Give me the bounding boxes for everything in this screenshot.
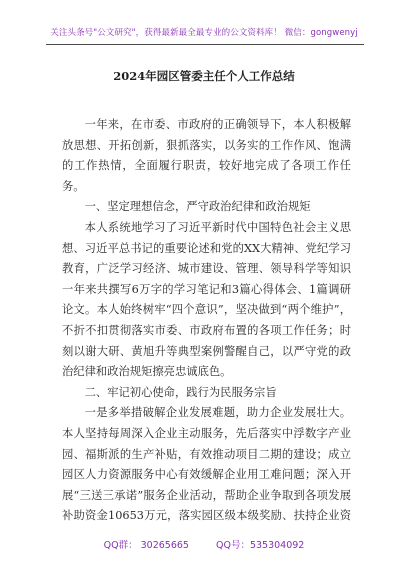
footer-qq-number: QQ号：535304092 bbox=[216, 540, 305, 551]
intro-paragraph: 一年来，在市委、市政府的正确领导下，本人积极解放思想、开拓创新，狠抓落实，以务实的工作作风、饱满的工作热情，全面履行职责，较好地完成了各项工作任务。 bbox=[62, 118, 351, 193]
footer-qq-group: QQ群： 30265665 bbox=[103, 540, 189, 551]
header-divider bbox=[46, 44, 364, 45]
section-paragraph-1: 本人系统地学习了习近平新时代中国特色社会主义思想、习近平总书记的重要论述和党的XX大精神、党纪学习教育，广泛学习经济、城市建设、管理、领导科学等知识一年来共撰写6万字的学习笔记和3篇心得体会、1篇调研论文。本人始终树牢“四个意识”，坚决做到“两个维护”，不折不扣贯彻落实市委、市政府布置的各项工作任务；时刻以谢大研、黄旭升等典型案例警醒自己，以严守党的政治纪律和政治规矩擦亮忠诚底色。 bbox=[62, 220, 351, 379]
document-title: 2024年园区管委主任个人工作总结 bbox=[113, 69, 295, 83]
header-banner: 关注头条号"公文研究"，获得最新最全最专业的公文资料库！ 微信：gongwenyj bbox=[50, 28, 358, 38]
section-heading-1: 一、坚定理想信念，严守政治纪律和政治规矩 bbox=[84, 200, 311, 214]
footer-contact bbox=[0, 537, 408, 551]
section-paragraph-2: 一是多举措破解企业发展难题，助力企业发展壮大。本人坚持每周深入企业主动服务，先后落实中浮数字产业园、福斯派的生产补贴，有效推动项目二期的建设；成立园区人力资源服务中心有效缓解企业用工难问题；深入开展“三送三承诺”服务企业活动，帮助企业争取到各项发展补助资金10653万元，落实园区级本级奖励、扶持企业资 bbox=[62, 406, 351, 523]
document-body bbox=[62, 115, 351, 527]
section-heading-2: 二、牢记初心使命，践行为民服务宗旨 bbox=[84, 385, 277, 399]
